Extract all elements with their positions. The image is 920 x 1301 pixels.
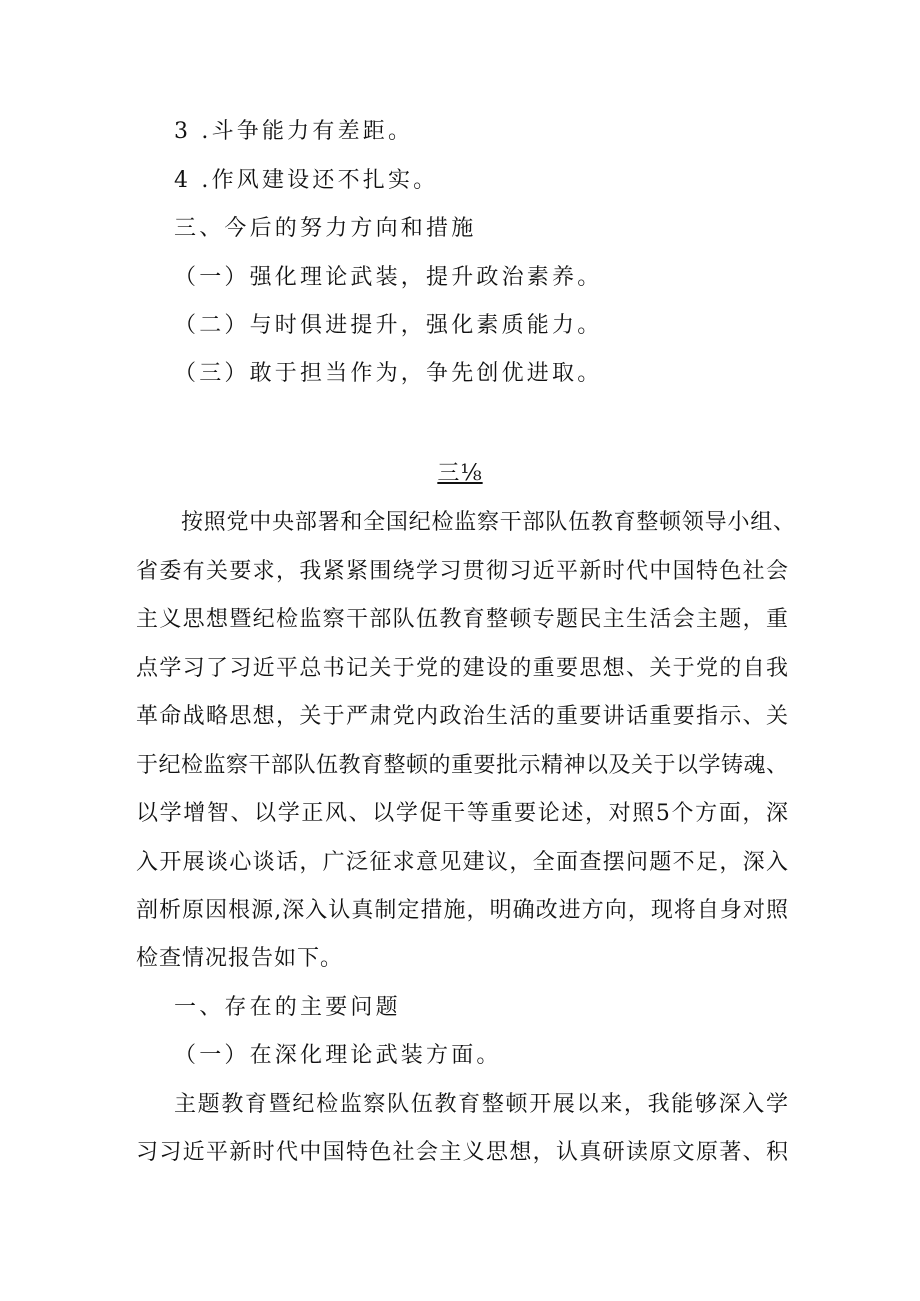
section-heading-3: 三、今后的努力方向和措施 <box>174 216 477 241</box>
heading-main-problems: 一、存在的主要问题 <box>174 995 401 1020</box>
paragraph-line: 检查情况报告如下。 <box>136 946 344 971</box>
paragraph-line: 习习近平新时代中国特色社会主义思想，认真研读原文原著、积 <box>136 1140 788 1165</box>
paragraph-line: 主题教育暨纪检监察队伍教育整顿开展以来，我能够深入学 <box>174 1092 788 1117</box>
paragraph-line: 以学增智、以学正风、以学促干等重要论述，对照5个方面，深 <box>136 801 788 826</box>
paragraph-line: 革命战略思想，关于严肃党内政治生活的重要讲话重要指示、关 <box>136 704 788 729</box>
paragraph-line: 省委有关要求，我紧紧围绕学习贯彻习近平新时代中国特色社会 <box>136 559 788 584</box>
section-title <box>0 459 920 489</box>
section-title-text: 三⅛ <box>437 461 483 486</box>
list-item-4: 4 .作风建设还不扎实。 <box>174 168 439 193</box>
paragraph-line: 主义思想暨纪检监察干部队伍教育整顿专题民主生活会主题，重 <box>136 607 788 632</box>
measure-item-2: （二）与时俱进提升，强化素质能力。 <box>174 313 603 338</box>
paragraph-line: 剖析原因根源,深入认真制定措施，明确改进方向，现将自身对照 <box>136 898 788 923</box>
paragraph-line: 点学习了习近平总书记关于党的建设的重要思想、关于党的自我 <box>136 656 788 681</box>
paragraph-line: 于纪检监察干部队伍教育整顿的重要批示精神以及关于以学铸魂、 <box>136 753 788 778</box>
paragraph-line: 入开展谈心谈话，广泛征求意见建议，全面查摆问题不足，深入 <box>136 850 788 875</box>
list-item-3: 3 .斗争能力有差距。 <box>174 119 414 144</box>
subheading-theory: （一）在深化理论武装方面。 <box>174 1043 502 1068</box>
measure-item-1: （一）强化理论武装，提升政治素养。 <box>174 265 603 290</box>
measure-item-3: （三）敢于担当作为，争先创优进取。 <box>174 361 603 386</box>
paragraph-line: 按照党中央部署和全国纪检监察干部队伍教育整顿领导小组、 <box>181 510 795 535</box>
